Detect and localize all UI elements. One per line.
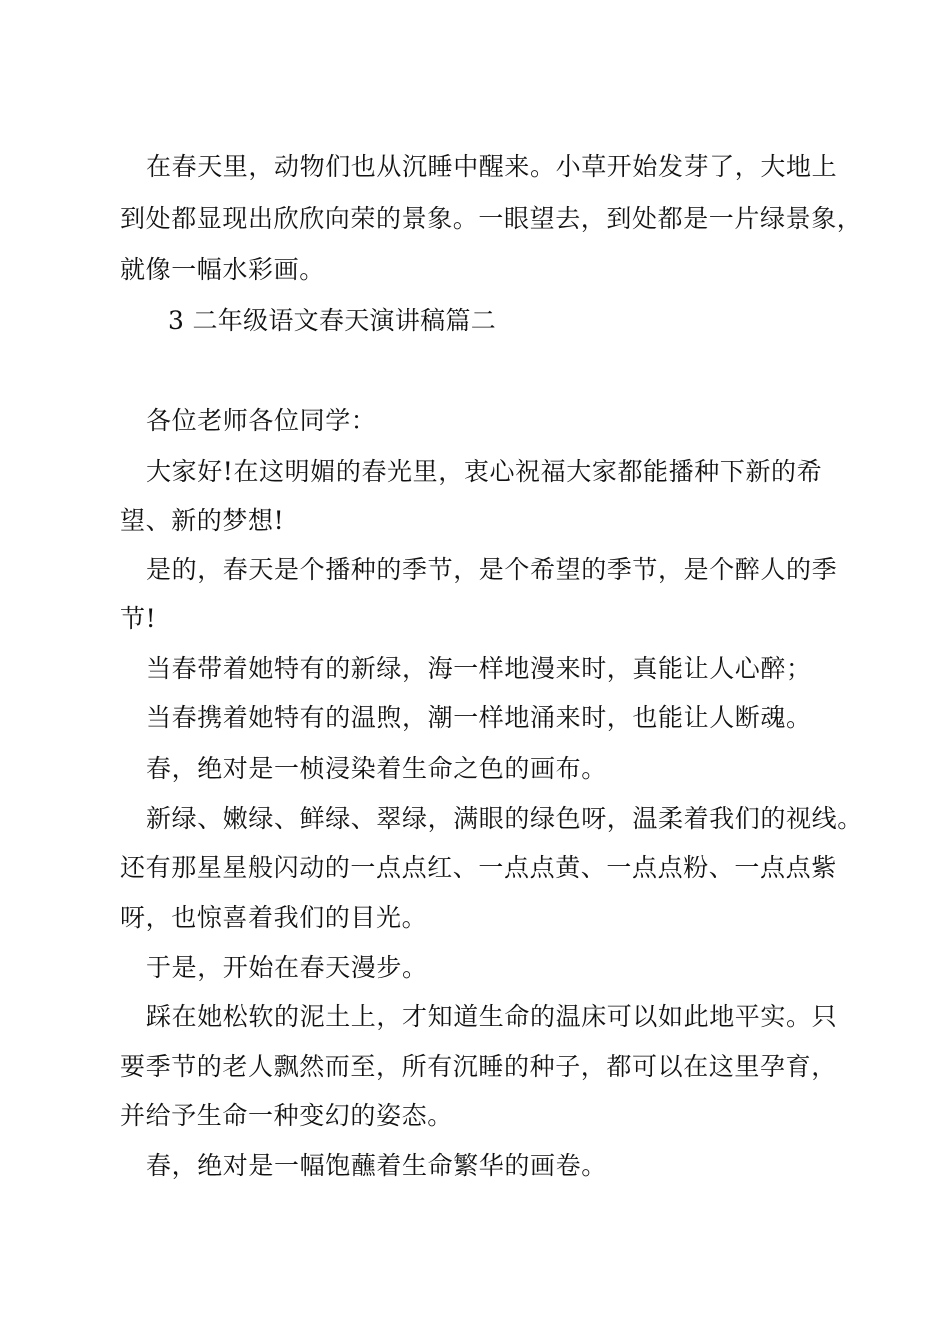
paragraph-line: 望、新的梦想! — [120, 506, 285, 535]
paragraph-line: 新绿、嫩绿、鲜绿、翠绿，满眼的绿色呀，温柔着我们的视线。 — [146, 804, 863, 833]
section-heading: 3 二年级语文春天演讲稿篇二 — [168, 306, 497, 335]
paragraph-line: 大家好!在这明媚的春光里，衷心祝福大家都能播种下新的希 — [146, 457, 823, 486]
paragraph-line: 各位老师各位同学： — [146, 406, 377, 435]
paragraph-line: 要季节的老人飘然而至，所有沉睡的种子，都可以在这里孕育， — [120, 1052, 837, 1081]
paragraph-line: 于是，开始在春天漫步。 — [146, 953, 428, 982]
paragraph-line: 当春携着她特有的温煦，潮一样地涌来时，也能让人断魂。 — [146, 703, 812, 732]
paragraph-line: 春，绝对是一幅饱蘸着生命繁华的画卷。 — [146, 1151, 607, 1180]
paragraph-line: 到处都显现出欣欣向荣的景象。一眼望去，到处都是一片绿景象， — [120, 204, 863, 233]
paragraph-line: 节! — [120, 604, 157, 633]
paragraph-line: 踩在她松软的泥土上，才知道生命的温床可以如此地平实。只 — [146, 1002, 838, 1031]
paragraph-line: 就像一幅水彩画。 — [120, 255, 325, 284]
paragraph-line: 呀，也惊喜着我们的目光。 — [120, 903, 428, 932]
paragraph-line: 当春带着她特有的新绿，海一样地漫来时，真能让人心醉； — [146, 654, 812, 683]
paragraph-line: 在春天里，动物们也从沉睡中醒来。小草开始发芽了，大地上 — [146, 152, 838, 181]
paragraph-line: 春，绝对是一桢浸染着生命之色的画布。 — [146, 754, 607, 783]
paragraph-line: 并给予生命一种变幻的姿态。 — [120, 1101, 453, 1130]
paragraph-line: 是的，春天是个播种的季节，是个希望的季节，是个醉人的季 — [146, 555, 838, 584]
paragraph-line: 还有那星星般闪动的一点点红、一点点黄、一点点粉、一点点紫 — [120, 853, 837, 882]
